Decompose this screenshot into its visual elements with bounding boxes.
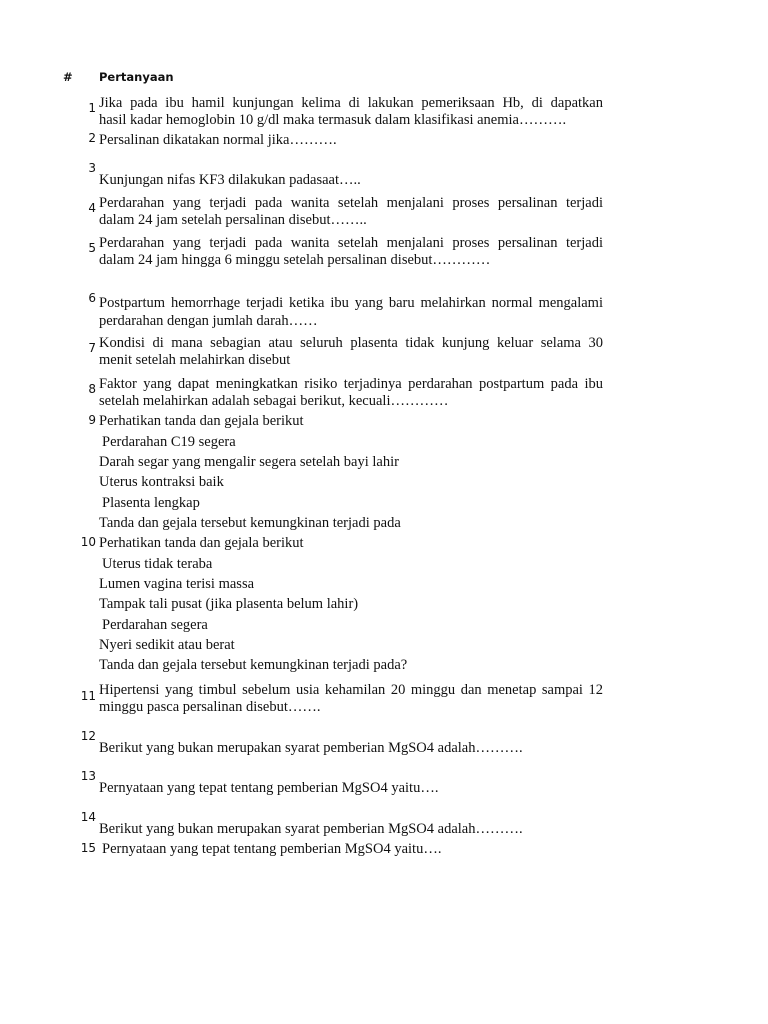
header-hash: #	[63, 70, 73, 84]
question-text: hasil kadar hemoglobin 10 g/dl maka termasuk dalam klasifikasi anemia……….	[99, 112, 567, 128]
question-text: Perhatikan tanda dan gejala berikut	[99, 535, 304, 551]
question-text: Hipertensi yang timbul sebelum usia kehamilan 20 minggu dan menetap sampai 12	[99, 682, 603, 698]
question-text: minggu pasca persalinan disebut…….	[99, 699, 321, 715]
question-text: Tampak tali pusat (jika plasenta belum lahir)	[99, 596, 359, 612]
question-text: Tanda dan gejala tersebut kemungkinan terjadi pada	[99, 515, 401, 531]
question-text: Darah segar yang mengalir segera setelah bayi lahir	[99, 454, 399, 470]
question-text: Kunjungan nifas KF3 dilakukan padasaat…..	[99, 172, 361, 188]
question-text: Uterus kontraksi baik	[99, 474, 224, 490]
question-number: 12	[80, 729, 96, 743]
question-text: menit setelah melahirkan disebut	[99, 352, 291, 368]
question-number: 3	[88, 161, 96, 175]
question-text: Berikut yang bukan merupakan syarat pemberian MgSO4 adalah……….	[99, 821, 523, 837]
question-text: Perdarahan C19 segera	[102, 434, 236, 450]
question-text: Pernyataan yang tepat tentang pemberian MgSO4 yaitu….	[99, 780, 439, 796]
question-number: 14	[80, 810, 96, 824]
question-text: perdarahan dengan jumlah darah……	[99, 313, 318, 329]
header-title: Pertanyaan	[99, 70, 174, 84]
question-text: Postpartum hemorrhage terjadi ketika ibu yang baru melahirkan normal mengalami	[99, 295, 603, 311]
question-text: Pernyataan yang tepat tentang pemberian MgSO4 yaitu….	[102, 841, 442, 857]
question-number: 10	[80, 535, 96, 549]
question-text: dalam 24 jam setelah persalinan disebut……..	[99, 212, 367, 228]
question-number: 8	[88, 382, 96, 396]
question-text: Berikut yang bukan merupakan syarat pemberian MgSO4 adalah……….	[99, 740, 523, 756]
question-text: Plasenta lengkap	[102, 495, 200, 511]
question-text: Faktor yang dapat meningkatkan risiko terjadinya perdarahan postpartum pada ibu	[99, 376, 603, 392]
question-text: Uterus tidak teraba	[102, 556, 213, 572]
question-number: 15	[80, 841, 96, 855]
question-number: 1	[88, 101, 96, 115]
question-number: 9	[88, 413, 96, 427]
question-number: 5	[88, 241, 96, 255]
question-text: Perhatikan tanda dan gejala berikut	[99, 413, 304, 429]
question-text: Jika pada ibu hamil kunjungan kelima di lakukan pemeriksaan Hb, di dapatkan	[99, 95, 603, 111]
question-text: Nyeri sedikit atau berat	[99, 637, 235, 653]
question-text: Lumen vagina terisi massa	[99, 576, 255, 592]
question-number: 6	[88, 291, 96, 305]
question-text: Kondisi di mana sebagian atau seluruh plasenta tidak kunjung keluar selama 30	[99, 335, 603, 351]
question-number: 2	[88, 131, 96, 145]
question-text: dalam 24 jam hingga 6 minggu setelah persalinan disebut…………	[99, 252, 491, 268]
question-text: Perdarahan segera	[102, 617, 208, 633]
question-text: Persalinan dikatakan normal jika……….	[99, 132, 337, 148]
question-text: Perdarahan yang terjadi pada wanita setelah menjalani proses persalinan terjadi	[99, 195, 603, 211]
question-number: 11	[80, 689, 96, 703]
question-number: 13	[80, 769, 96, 783]
question-text: Perdarahan yang terjadi pada wanita setelah menjalani proses persalinan terjadi	[99, 235, 603, 251]
question-text: Tanda dan gejala tersebut kemungkinan terjadi pada?	[99, 657, 408, 673]
question-number: 7	[88, 341, 96, 355]
question-text: setelah melahirkan adalah sebagai berikut, kecuali…………	[99, 393, 449, 409]
question-number: 4	[88, 201, 96, 215]
